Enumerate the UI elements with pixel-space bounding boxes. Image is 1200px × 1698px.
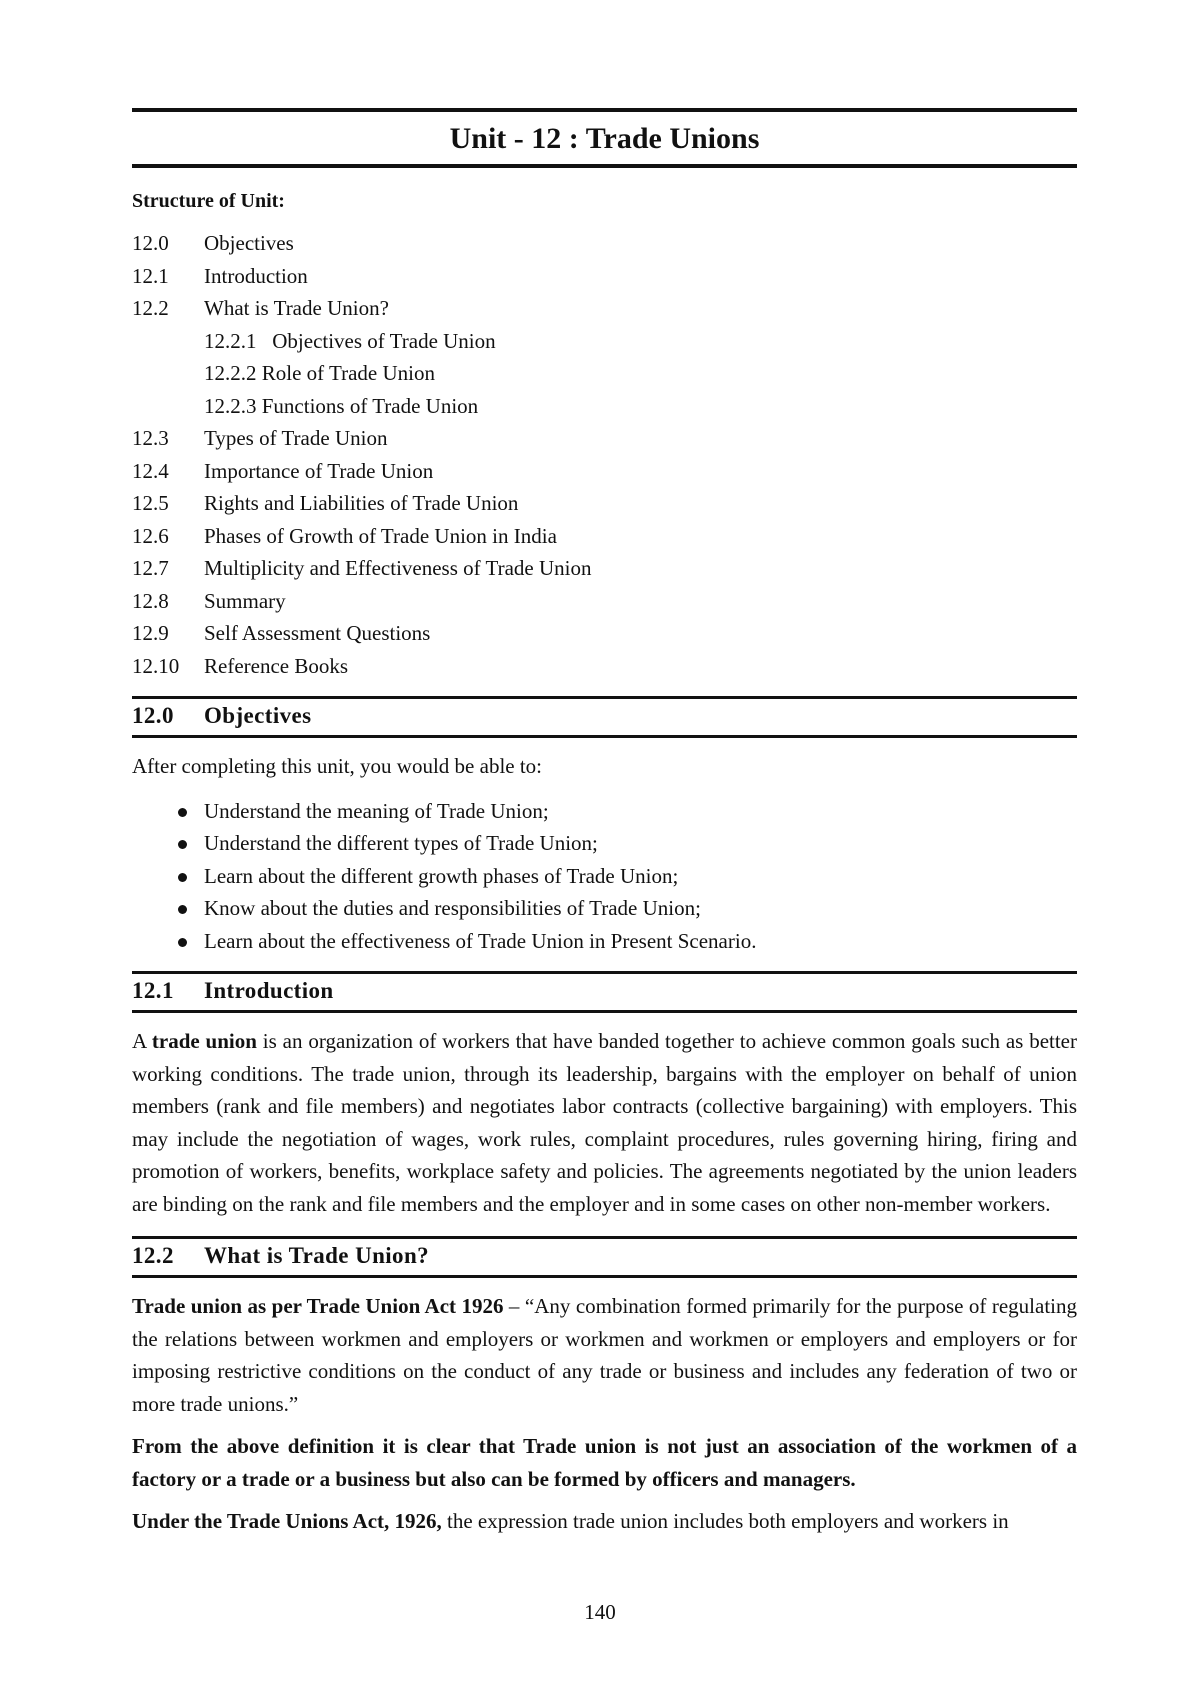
emphasis-paragraph: From the above definition it is clear that Trade union is not just an association of the workmen of a factory or a trade or a business but also can be formed by officers and managers.	[132, 1434, 1077, 1491]
act-paragraph	[132, 1505, 1077, 1538]
unit-title: Unit - 12 : Trade Unions	[449, 122, 760, 155]
section-title: Introduction	[204, 978, 334, 1003]
toc-label: Types of Trade Union	[204, 426, 388, 450]
toc-number: 12.2	[132, 296, 169, 320]
toc-label: Summary	[204, 588, 286, 613]
toc-item	[132, 292, 1077, 325]
objectives-intro: After completing this unit, you would be able to:	[132, 754, 543, 778]
toc-number: 12.4	[132, 458, 169, 483]
toc-item	[132, 585, 1077, 618]
section-heading-introduction	[132, 971, 1077, 1013]
toc-item	[132, 260, 1077, 293]
toc-label: Importance of Trade Union	[204, 458, 434, 483]
title-rule	[132, 164, 1077, 168]
table-of-contents	[132, 227, 1077, 682]
toc-number: 12.8	[132, 588, 169, 613]
toc-number: 12.0	[132, 231, 169, 255]
toc-item	[132, 552, 1077, 585]
section-heading-objectives	[132, 696, 1077, 738]
term-trade-union: trade union	[151, 1029, 257, 1053]
introduction-paragraph	[132, 1025, 1077, 1220]
text-run: A	[132, 1029, 152, 1053]
toc-item	[132, 520, 1077, 553]
list-item: Learn about the different growth phases of Trade Union;	[132, 860, 1077, 893]
section-number: 12.1	[132, 978, 174, 1003]
section-heading-what-is-trade-union	[132, 1236, 1077, 1278]
toc-label: Introduction	[204, 263, 308, 288]
section-number: 12.0	[132, 703, 174, 728]
toc-item	[132, 650, 1077, 683]
definition-source: Trade union as per Trade Union Act 1926	[132, 1294, 504, 1318]
page-number: 140	[584, 1600, 616, 1624]
toc-label: What is Trade Union?	[204, 296, 389, 320]
text-run: is an organization of workers that have banded together to achieve common goals such as better working conditions. The trade union, through its leadership, bargains with the employer on behalf of union members (rank and file members) and negotiates labor contracts (collective bargaining) with employers. This may include the negotiation of wages, work rules, complaint procedures, rules governing hiring, firing and promotion of workers, benefits, workplace safety and policies. The agreements negotiated by the union leaders are binding on the rank and file members and the employer and in some cases on other non-member workers.	[132, 1029, 1077, 1216]
toc-number: 12.7	[132, 556, 169, 580]
toc-number: 12.10	[132, 653, 180, 678]
section-number: 12.2	[132, 1243, 174, 1268]
toc-label: Reference Books	[204, 653, 349, 678]
toc-item	[132, 487, 1077, 520]
toc-number: 12.5	[132, 491, 169, 515]
toc-item	[132, 227, 1077, 260]
document-page	[132, 108, 1077, 1538]
toc-subitem: 12.2.1 Objectives of Trade Union	[204, 328, 496, 353]
list-item: Understand the meaning of Trade Union;	[132, 795, 1077, 828]
section-title: What is Trade Union?	[204, 1243, 430, 1268]
toc-item	[132, 617, 1077, 650]
toc-subitem: 12.2.3 Functions of Trade Union	[204, 393, 479, 418]
toc-label: Objectives	[204, 231, 294, 255]
text-run: the expression trade union includes both employers and workers in	[441, 1509, 1009, 1533]
toc-label: Self Assessment Questions	[204, 621, 431, 645]
structure-label: Structure of Unit:	[132, 190, 285, 212]
toc-label: Rights and Liabilities of Trade Union	[204, 491, 519, 515]
toc-label: Phases of Growth of Trade Union in India	[204, 523, 557, 548]
definition-paragraph	[132, 1290, 1077, 1420]
section-title: Objectives	[204, 703, 312, 728]
toc-number: 12.1	[132, 263, 169, 288]
toc-number: 12.9	[132, 621, 169, 645]
toc-subitem: 12.2.2 Role of Trade Union	[204, 361, 435, 385]
toc-label: Multiplicity and Effectiveness of Trade Union	[204, 556, 592, 580]
toc-number: 12.3	[132, 426, 169, 450]
list-item: Understand the different types of Trade Union;	[132, 827, 1077, 860]
list-item: Learn about the effectiveness of Trade Union in Present Scenario.	[132, 925, 1077, 958]
list-item: Know about the duties and responsibilities of Trade Union;	[132, 892, 1077, 925]
text-run: – “Any combination formed primarily for the purpose of regulating the relations between workmen and employers or workmen and workmen or employers and employers or for imposing restrictive conditions on the conduct of any trade or business and includes any federation of two or more trade unions.”	[132, 1294, 1077, 1416]
toc-item	[132, 455, 1077, 488]
toc-number: 12.6	[132, 523, 169, 548]
toc-item	[132, 422, 1077, 455]
objectives-list	[132, 795, 1077, 958]
act-reference: Under the Trade Unions Act, 1926,	[132, 1509, 442, 1533]
